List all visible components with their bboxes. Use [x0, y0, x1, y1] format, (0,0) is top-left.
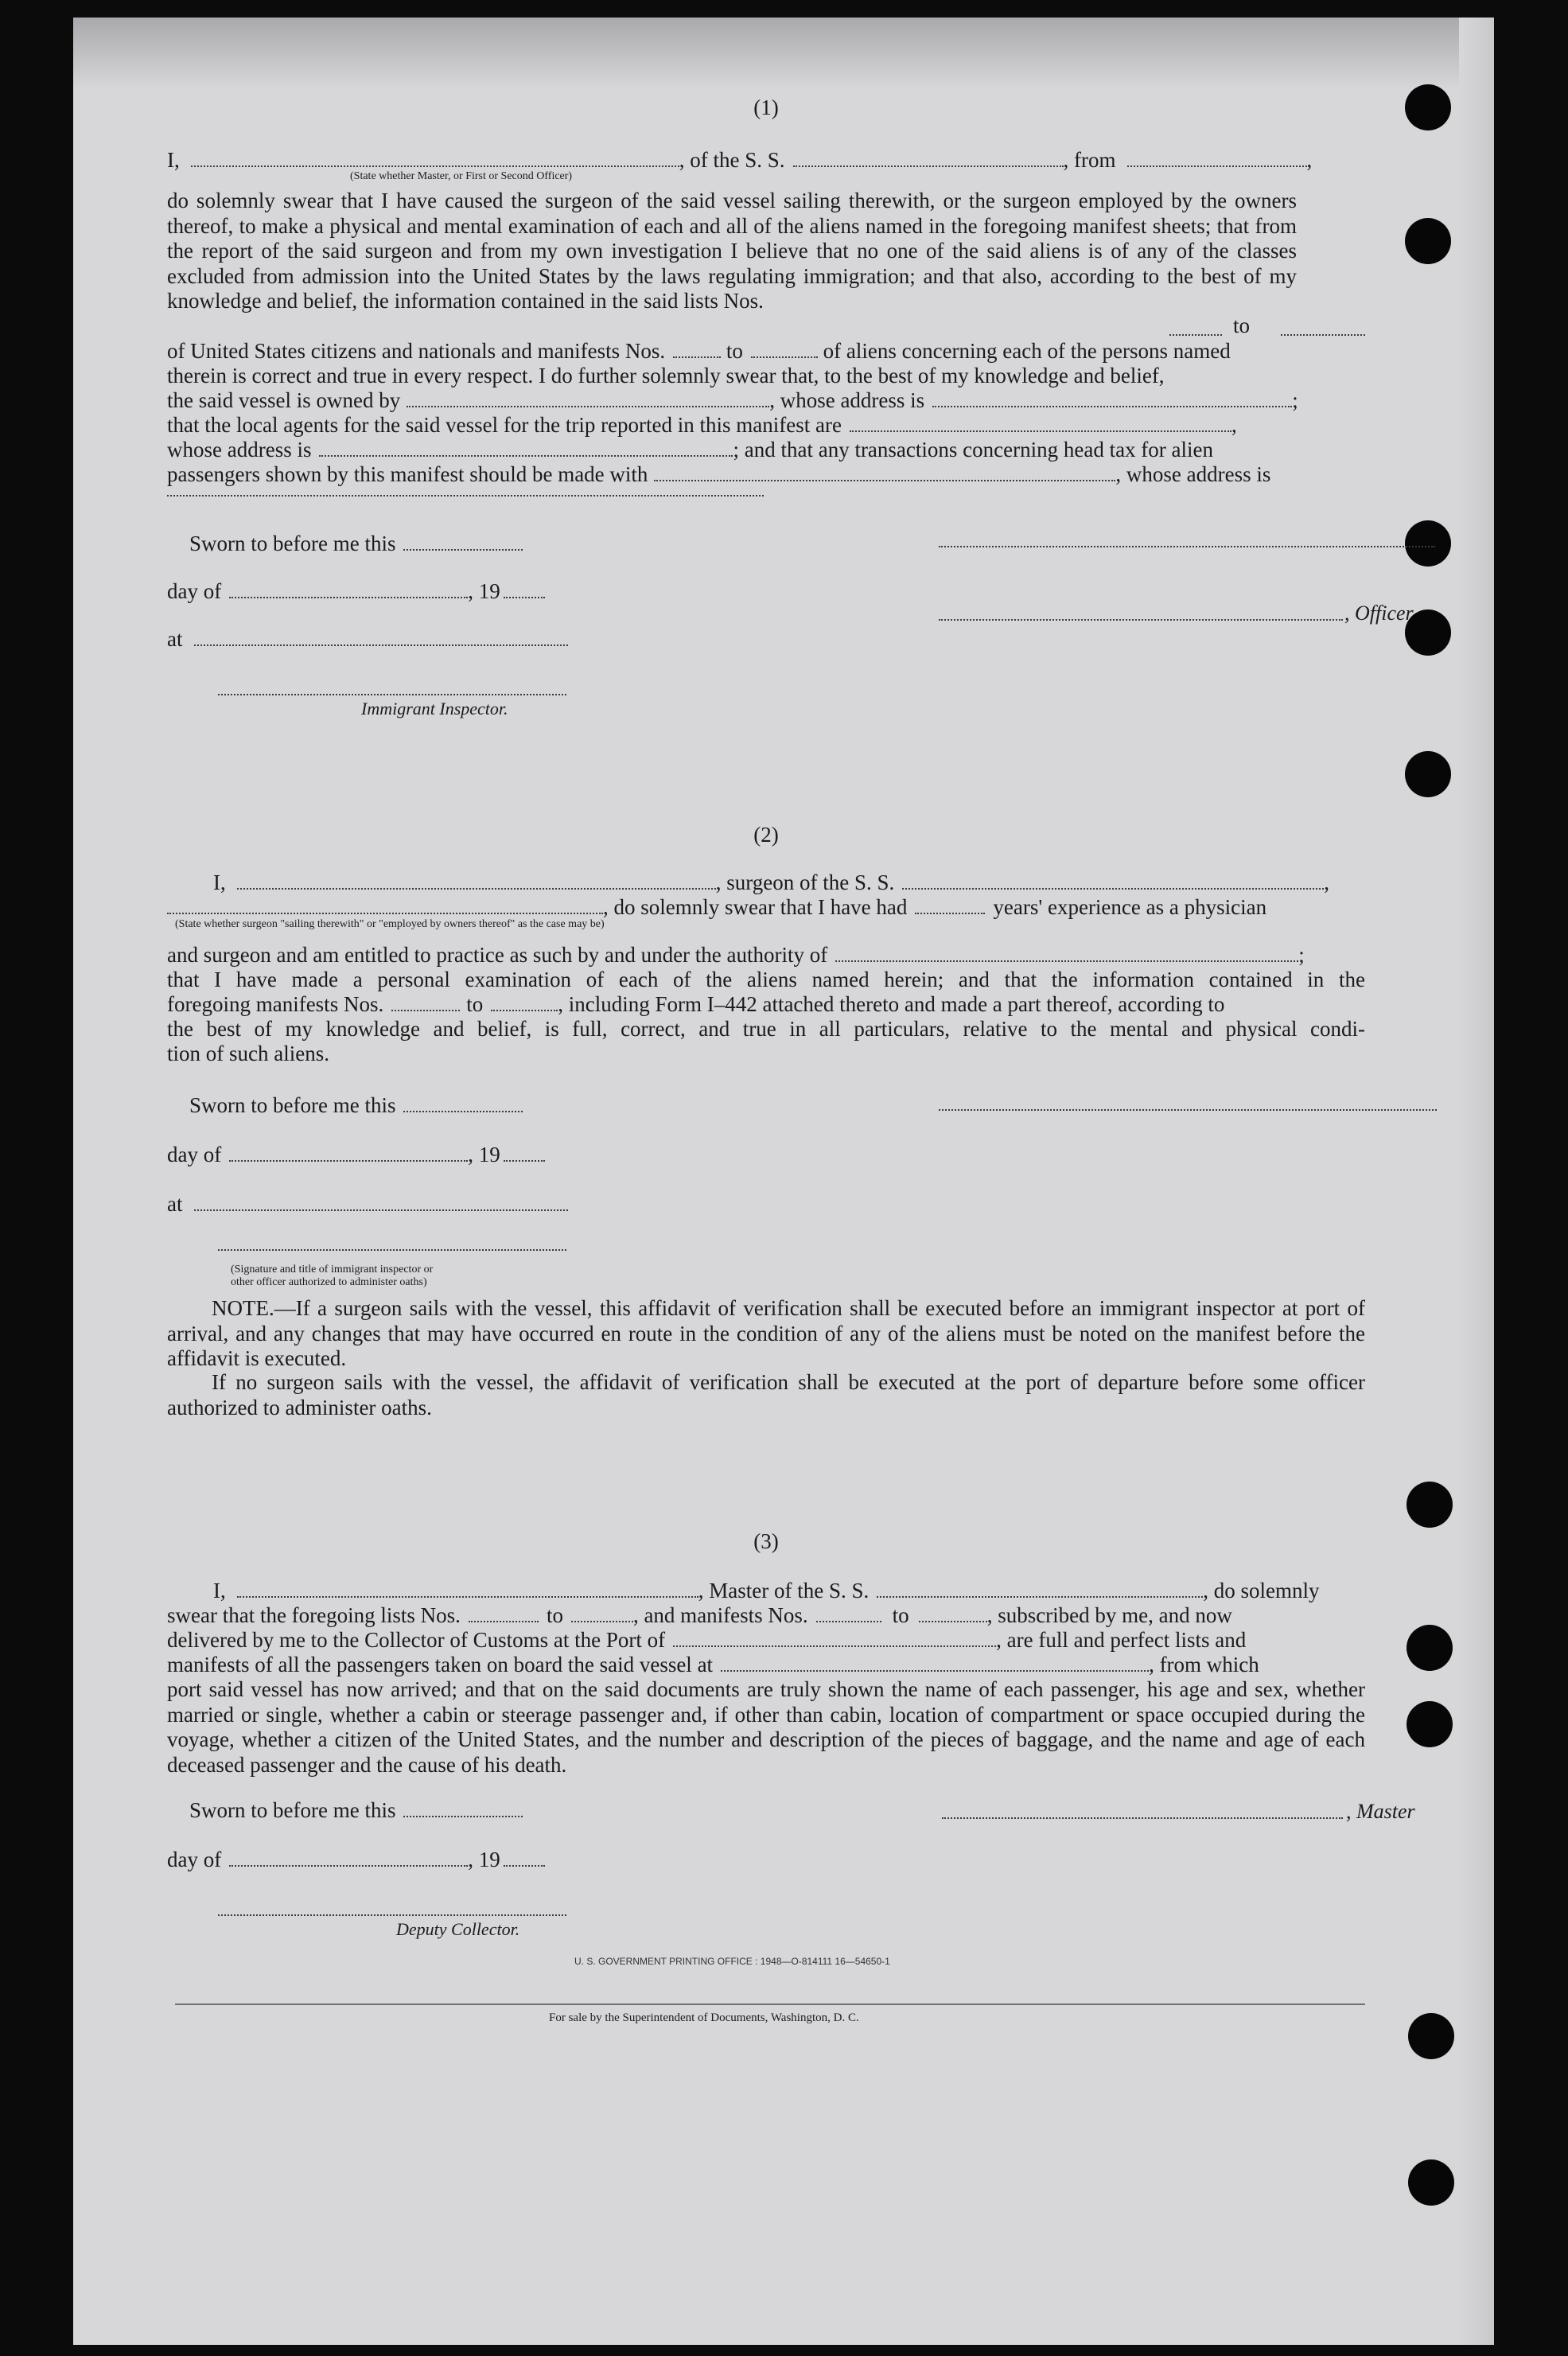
s2-sig-note-1: (Signature and title of immigrant inspector or: [231, 1264, 434, 1275]
surgeon-status-field[interactable]: [167, 912, 603, 914]
s1-officer-name-field[interactable]: [939, 619, 1343, 621]
s2-sworn-label: Sworn to before me this: [189, 1093, 1387, 1119]
s3-port-line: delivered by me to the Collector of Customs at the Port of , are full and perfect lists and: [167, 1628, 1247, 1652]
master-name-field[interactable]: [191, 165, 679, 167]
s2-note-paragraph-2: If no surgeon sails with the vessel, the affidavit of verification shall be executed at the port of departure before some officer authorized to administer oaths.: [167, 1370, 1365, 1419]
s2-surgeon-line: I, , surgeon of the S. S. ,: [213, 870, 1330, 894]
s1-day-of-line: day of , 19: [167, 579, 1365, 605]
s3-taken-at-field[interactable]: [721, 1669, 1149, 1672]
s1-owned-line: the said vessel is owned by , whose address is ;: [167, 388, 1298, 412]
s2-aliens-line: tion of such aliens.: [167, 1042, 329, 1065]
s3-collector-label: Deputy Collector.: [396, 1919, 520, 1939]
manifests-from-field[interactable]: [673, 356, 721, 358]
section-2-heading: (2): [753, 823, 779, 847]
s2-note-paragraph: NOTE.—If a surgeon sails with the vessel, this affidavit of verification shall be executed before an immigrant inspector at port of arrival, and any changes that may have occurred en route in the condition of any of the aliens must be noted on the manifest before the affidavit is executed.: [167, 1296, 1365, 1370]
s1-at-line: at: [167, 627, 1365, 652]
s1-at-field[interactable]: [194, 644, 568, 646]
surgeon-name-field[interactable]: [237, 887, 716, 890]
s2-manifests-to-field[interactable]: [491, 1009, 558, 1011]
s3-master-line: I, , Master of the S. S. , do solemnly: [213, 1579, 1320, 1602]
s1-inspector-label: Immigrant Inspector.: [361, 699, 508, 718]
s2-experience-line: , do solemnly swear that I have had years' experience as a physician: [167, 895, 1365, 921]
s2-manifests-from-field[interactable]: [391, 1009, 460, 1011]
binder-hole: [1405, 84, 1451, 130]
s1-sworn-day-field[interactable]: [403, 548, 523, 551]
scan-shadow: [73, 18, 1494, 89]
s2-day-of-line: day of , 19: [167, 1143, 1365, 1168]
s2-sig-note-2: other officer authorized to administer oaths): [231, 1276, 427, 1288]
binder-hole: [1408, 2013, 1454, 2059]
s3-sworn-day-field[interactable]: [403, 1815, 523, 1817]
years-experience-field[interactable]: [915, 912, 985, 914]
binder-hole: [1408, 2159, 1454, 2206]
from-port-field[interactable]: [1127, 165, 1307, 167]
s1-month-field[interactable]: [229, 596, 468, 598]
s1-officer-label: , Officer: [1344, 602, 1414, 625]
s2-inspector-signature-field[interactable]: [218, 1249, 566, 1251]
s3-master-signature-field[interactable]: [942, 1817, 1343, 1819]
s3-manifests-to-field[interactable]: [919, 1620, 987, 1622]
manifests-to-field[interactable]: [751, 356, 818, 358]
s1-passengers-line: passengers shown by this manifest should be made with , whose address is: [167, 462, 1271, 486]
s3-day-of-line: day of , 19: [167, 1848, 1365, 1873]
s3-lists-to-field[interactable]: [571, 1620, 633, 1622]
s3-port-field[interactable]: [673, 1645, 996, 1647]
s3-sworn-label: Sworn to before me this: [189, 1798, 1387, 1824]
s2-vessel-field[interactable]: [902, 887, 1324, 890]
binder-hole: [1405, 218, 1451, 264]
sale-notice: For sale by the Superintendent of Documents, Washington, D. C.: [549, 2011, 859, 2024]
s1-to-1: to: [1233, 313, 1251, 337]
binder-hole: [1407, 1701, 1453, 1747]
section-3-heading: (3): [753, 1529, 779, 1553]
s1-therein-line: therein is correct and true in every respect. I do further solemnly swear that, to the best of my knowledge and belief,: [167, 364, 1165, 387]
s2-authority-line: and surgeon and am entitled to practice as such by and under the authority of ;: [167, 943, 1305, 967]
s2-month-field[interactable]: [229, 1159, 468, 1162]
officer-note: (State whether Master, or First or Second Officer): [350, 170, 573, 182]
authority-field[interactable]: [835, 960, 1298, 962]
section-1-heading: (1): [753, 95, 779, 119]
s3-oath-paragraph: port said vessel has now arrived; and that on the said documents are truly shown the name of each passenger, his age and sex, whether married or single, whether a cabin or steerage passenger and, if other than cabin, location of compartment or space occupied during the voyage, whether a citizen of the United States, and the number and description of the pieces of baggage, and the name and age of each deceased passenger and the cause of his death.: [167, 1677, 1365, 1777]
s2-at-field[interactable]: [194, 1209, 568, 1211]
s3-year-field[interactable]: [504, 1864, 545, 1867]
s3-month-field[interactable]: [229, 1864, 468, 1867]
s2-sworn-day-field[interactable]: [403, 1110, 523, 1112]
surgeon-note: (State whether surgeon "sailing therewith" or "employed by owners thereof" as the case may be): [175, 918, 605, 930]
head-tax-address-field[interactable]: [167, 495, 764, 497]
s1-us-citizens-line: of United States citizens and nationals and manifests Nos. to of aliens concerning each of the persons named: [167, 339, 1231, 363]
owner-field[interactable]: [407, 405, 769, 407]
s2-year-field[interactable]: [504, 1159, 545, 1162]
gpo-imprint: U. S. GOVERNMENT PRINTING OFFICE : 1948—O-814111 16—54650-1: [574, 1956, 890, 1967]
agents-address-field[interactable]: [319, 454, 733, 457]
binder-hole: [1407, 1625, 1453, 1671]
s3-lists-line: swear that the foregoing lists Nos. to , and manifests Nos. to , subscribed by me, and now: [167, 1603, 1232, 1627]
s3-master-name-field[interactable]: [237, 1595, 698, 1598]
s1-agents-line: that the local agents for the said vessel for the trip reported in this manifest are ,: [167, 413, 1237, 437]
s1-oath-paragraph: do solemnly swear that I have caused the surgeon of the said vessel sailing therewith, or the surgeon employed by the owners thereof, to make a physical and mental examination of each and all of the aliens named in the foregoing manifest sheets; that from the report of the said surgeon and from my own investigation I believe that no one of the said aliens is of any of the classes excluded from admission into the United States by the laws regulating immigration; and that also, according to the best of my knowledge and belief, the information contained in the said lists Nos.: [167, 189, 1297, 313]
binder-hole: [1405, 520, 1451, 567]
s2-surgeon-signature-field[interactable]: [939, 1109, 1437, 1111]
binder-hole: [1405, 751, 1451, 797]
form-sheet: [73, 18, 1494, 2345]
s2-at-line: at: [167, 1192, 1365, 1217]
s3-collector-signature-field[interactable]: [218, 1914, 566, 1916]
s3-taken-line: manifests of all the passengers taken on board the said vessel at , from which: [167, 1653, 1259, 1676]
lists-from-field[interactable]: [1169, 334, 1222, 336]
s3-manifests-from-field[interactable]: [816, 1620, 881, 1622]
s1-inspector-signature-field[interactable]: [218, 694, 566, 695]
owner-address-field[interactable]: [932, 405, 1292, 407]
s1-sworn-label: Sworn to before me this: [189, 532, 1387, 557]
lists-to-field[interactable]: [1281, 334, 1365, 336]
s1-officer-signature-field[interactable]: [939, 546, 1435, 547]
head-tax-party-field[interactable]: [654, 479, 1115, 481]
s2-manifests-line: foregoing manifests Nos. to , including Form I–442 attached thereto and made a part thereof, according to: [167, 992, 1225, 1016]
vessel-name-field[interactable]: [793, 165, 1064, 167]
s1-whose-line: whose address is ; and that any transactions concerning head tax for alien: [167, 438, 1214, 461]
s1-master-line: I, , of the S. S. , from ,: [167, 148, 1313, 172]
page-edge: [1459, 18, 1494, 2345]
s2-best-line: the best of my knowledge and belief, is full, correct, and true in all particulars, relative to the mental and physical condi-: [167, 1017, 1365, 1041]
s1-year-field[interactable]: [504, 596, 545, 598]
s2-exam-line: that I have made a personal examination of each of the aliens named herein; and that the information contained in the: [167, 968, 1365, 991]
s3-vessel-field[interactable]: [877, 1595, 1203, 1598]
s3-lists-from-field[interactable]: [469, 1620, 539, 1622]
agents-field[interactable]: [850, 430, 1231, 432]
footer-rule: [175, 2004, 1365, 2005]
s3-master-label: , Master: [1346, 1800, 1415, 1823]
binder-hole: [1407, 1482, 1453, 1528]
